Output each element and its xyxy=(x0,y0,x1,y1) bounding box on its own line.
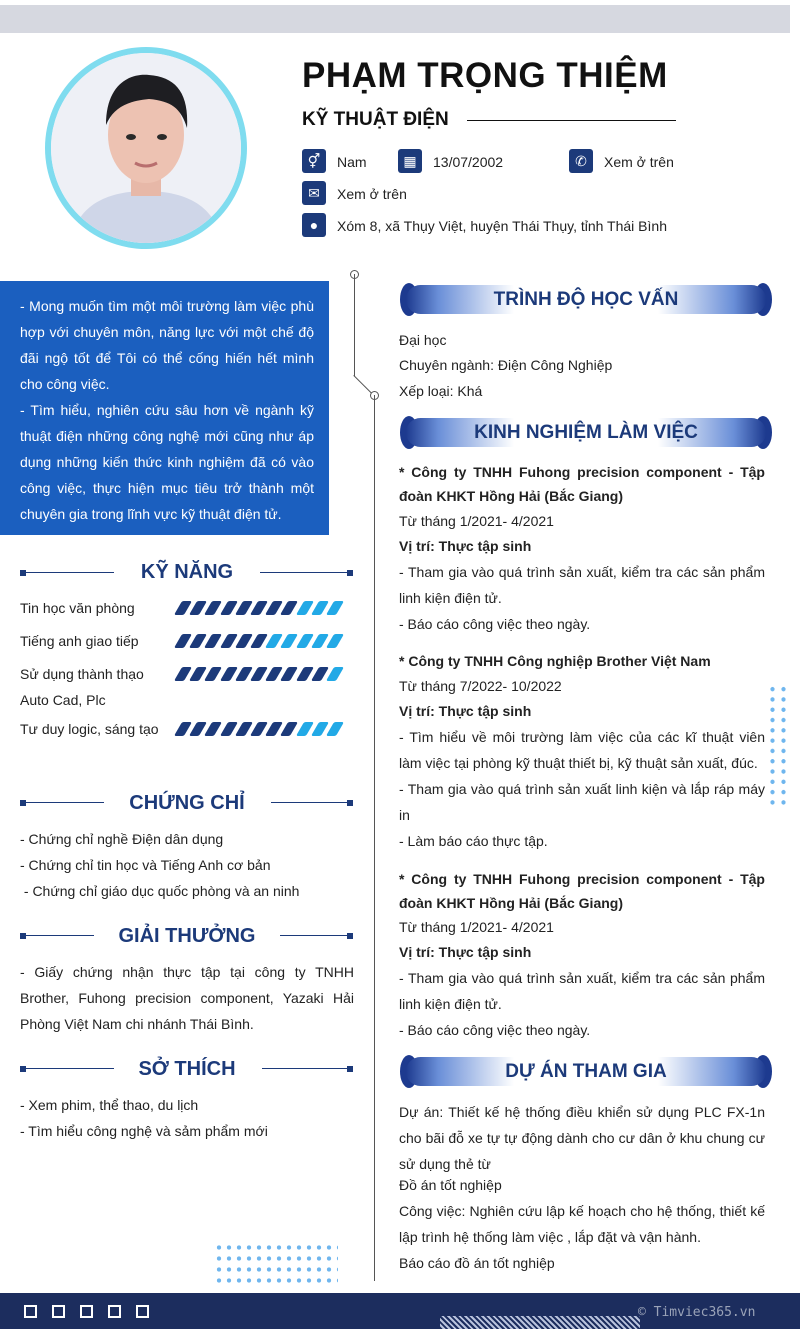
copyright: © Timviec365.vn xyxy=(638,1305,756,1320)
hobbies-heading: SỞ THÍCH xyxy=(138,1058,236,1080)
footer-square xyxy=(52,1305,65,1318)
job-company: * Công ty TNHH Fuhong precision component - Tập đoàn KHKT Hồng Hải (Bắc Giang) xyxy=(399,871,765,911)
decorative-dots-bottom xyxy=(214,1242,338,1286)
experience-heading: KINH NGHIỆM LÀM VIỆC xyxy=(474,422,698,443)
email-value: Xem ở trên xyxy=(337,186,407,202)
footer-square xyxy=(24,1305,37,1318)
hobby-item: - Xem phim, thể thao, du lịch xyxy=(20,1097,199,1113)
job-task: - Báo cáo công việc theo ngày. xyxy=(399,616,591,632)
job-position: Vị trí: Thực tập sinh xyxy=(399,944,532,960)
education-grade: Xếp loại: Khá xyxy=(399,383,483,399)
awards-heading-line-right xyxy=(280,935,350,936)
project-work: Công việc: Nghiên cứu lập kế hoạch cho hệ thống, thiết kế lập trình hệ thống làm việc , lắp đặt và vận hành. xyxy=(399,1203,765,1245)
hobbies-heading-marker-right xyxy=(347,1066,353,1072)
education-banner xyxy=(400,283,772,316)
job-task: - Báo cáo công việc theo ngày. xyxy=(399,1022,591,1038)
job-position: Vị trí: Thực tập sinh xyxy=(399,703,532,719)
projects-heading: DỰ ÁN THAM GIA xyxy=(505,1061,667,1082)
job-company: * Công ty TNHH Công nghiệp Brother Việt Nam xyxy=(399,653,711,669)
skill-name: Tư duy logic, sáng tạo xyxy=(20,721,159,737)
job-task: - Tham gia vào quá trình sản xuất, kiểm tra các sản phẩm linh kiện điện tử. xyxy=(399,564,765,606)
phone-icon: ✆ xyxy=(569,149,593,173)
skill-bar-segment xyxy=(326,667,344,681)
gender-value: Nam xyxy=(337,154,367,170)
skills-heading-line-right xyxy=(260,572,350,573)
skill-name: Tiếng anh giao tiếp xyxy=(20,633,139,649)
skills-heading-marker-right xyxy=(347,570,353,576)
skill-bar-segment xyxy=(326,722,344,736)
skill-name: Tin học văn phòng xyxy=(20,600,135,616)
job-task: - Tìm hiểu về môi trường làm việc của các kĩ thuật viên làm việc tại phòng kỹ thuật thiết bị, kỹ thuật sản xuất, đúc. xyxy=(399,729,765,771)
decorative-dots-right xyxy=(767,684,789,808)
skill-bar-segment xyxy=(326,634,344,648)
skill-bar xyxy=(178,601,348,615)
gender-icon: ⚥ xyxy=(302,149,326,173)
job-period: Từ tháng 1/2021- 4/2021 xyxy=(399,513,554,529)
education-major: Chuyên ngành: Điện Công Nghiệp xyxy=(399,357,613,373)
skill-bar xyxy=(178,722,348,736)
education-level: Đại học xyxy=(399,332,447,348)
candidate-name: PHẠM TRỌNG THIỆM xyxy=(302,56,668,95)
project-description: Dự án: Thiết kế hệ thống điều khiển sử dụng PLC FX-1n cho bãi đỗ xe tự tự động dành cho cư dân ở khu chung cư sử dụng thẻ từ xyxy=(399,1104,765,1172)
address-value: Xóm 8, xã Thụy Việt, huyện Thái Thụy, tỉnh Thái Bình xyxy=(337,218,667,234)
project-report: Báo cáo đồ án tốt nghiệp xyxy=(399,1255,555,1271)
certificates-heading-marker-right xyxy=(347,800,353,806)
job-company: * Công ty TNHH Fuhong precision component - Tập đoàn KHKT Hồng Hải (Bắc Giang) xyxy=(399,464,765,504)
projects-banner xyxy=(400,1055,772,1088)
skill-bar-segment xyxy=(326,601,344,615)
location-pin-icon: ● xyxy=(302,213,326,237)
certificates-heading-line-right xyxy=(271,802,351,803)
certificates-heading: CHỨNG CHỈ xyxy=(129,792,245,814)
skill-bar xyxy=(178,634,348,648)
footer-hatch xyxy=(440,1316,640,1329)
footer-square xyxy=(80,1305,93,1318)
awards-heading: GIẢI THƯỞNG xyxy=(118,925,256,947)
awards-heading-marker-right xyxy=(347,933,353,939)
job-task: - Làm báo cáo thực tập. xyxy=(399,833,548,849)
job-position: Vị trí: Thực tập sinh xyxy=(399,538,532,554)
avatar xyxy=(51,53,241,243)
timeline-line-top xyxy=(354,274,355,376)
job-period: Từ tháng 7/2022- 10/2022 xyxy=(399,678,562,694)
awards-text: - Giấy chứng nhận thực tập tại công ty TNHH Brother, Fuhong precision component, Yazaki Hải Phòng Việt Nam chi nhánh Thái Bình. xyxy=(20,964,354,1032)
certificate-item: - Chứng chỉ nghề Điện dân dụng xyxy=(20,831,224,847)
job-title-divider xyxy=(467,120,676,121)
job-task: - Tham gia vào quá trình sản xuất, kiểm tra các sản phẩm linh kiện điện tử. xyxy=(399,970,765,1012)
top-bar xyxy=(0,5,790,33)
hobbies-heading-line-right xyxy=(262,1068,352,1069)
experience-banner xyxy=(400,416,772,449)
hobby-item: - Tìm hiểu công nghệ và sảm phẩm mới xyxy=(20,1123,268,1139)
career-objective-text: - Mong muốn tìm một môi trường làm việc phù hợp với chuyên môn, năng lực với một chế độ đãi ngộ tốt để Tôi có thể cống hiến hết mình cho công việc. - Tìm hiểu, nghiên cứu sâu hơn về ngành kỹ thuật điện những công nghệ mới cũng như áp dụng những kiến thức kinh nghiệm đã có vào công việc, thực hiện mục tiêu trở thành một chuyên gia trong lĩnh vực kỹ thuật điện tử. xyxy=(20,298,314,522)
education-heading: TRÌNH ĐỘ HỌC VẤN xyxy=(493,289,679,310)
envelope-icon: ✉ xyxy=(302,181,326,205)
birthday-value: 13/07/2002 xyxy=(433,154,504,170)
skills-heading: KỸ NĂNG xyxy=(140,561,234,583)
project-type: Đồ án tốt nghiệp xyxy=(399,1177,502,1193)
footer-square xyxy=(108,1305,121,1318)
skill-bar xyxy=(178,667,348,681)
career-objective xyxy=(0,281,329,535)
certificate-item: - Chứng chỉ tin học và Tiếng Anh cơ bản xyxy=(20,857,271,873)
footer-square xyxy=(136,1305,149,1318)
certificate-item: - Chứng chỉ giáo dục quốc phòng và an ninh xyxy=(20,883,300,899)
timeline-line xyxy=(374,395,375,1281)
job-title: KỸ THUẬT ĐIỆN xyxy=(302,109,449,130)
job-task: - Tham gia vào quá trình sản xuất linh kiện và lắp ráp máy in xyxy=(399,781,765,823)
skill-name: Sử dụng thành thạo Auto Cad, Plc xyxy=(20,666,144,708)
job-period: Từ tháng 1/2021- 4/2021 xyxy=(399,919,554,935)
cake-icon: ▦ xyxy=(398,149,422,173)
phone-value: Xem ở trên xyxy=(604,154,674,170)
avatar-photo xyxy=(51,53,241,243)
